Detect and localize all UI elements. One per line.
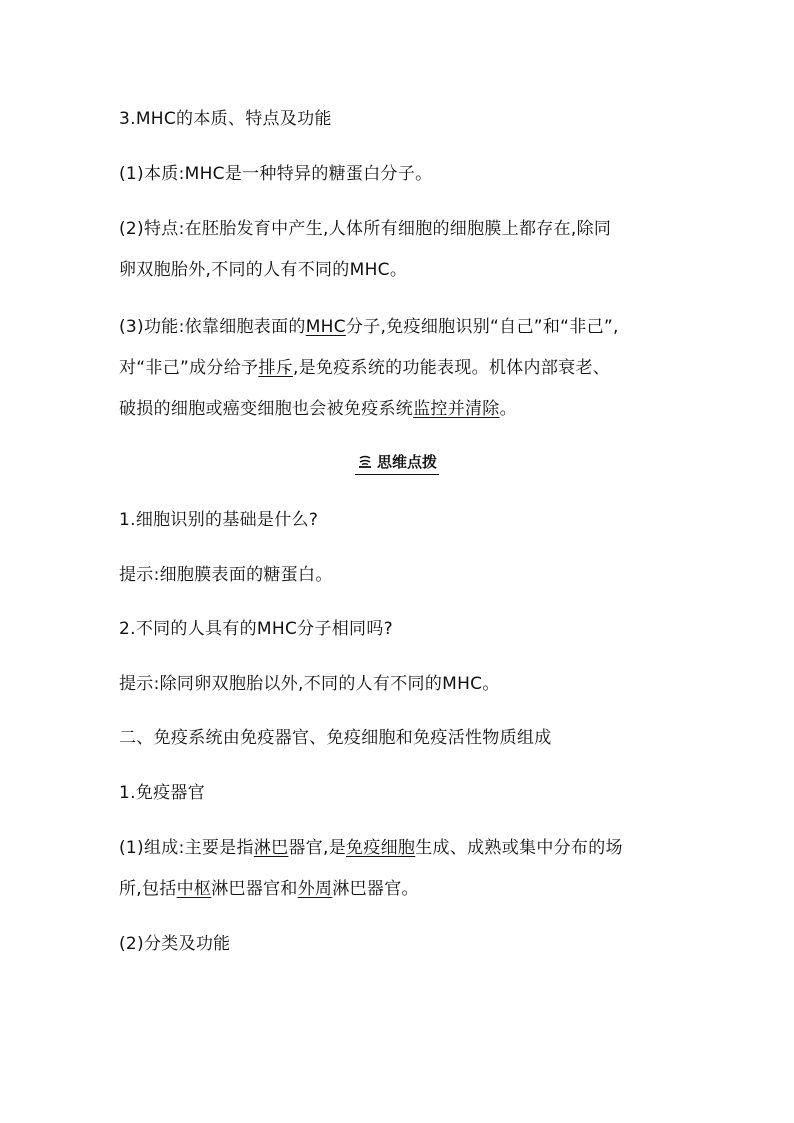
mhc-essence: (1)本质:MHC是一种特异的糖蛋白分子。 [119,164,433,184]
blank-answer: MHC [305,317,346,337]
text-segment: 分子,免疫细胞识别“自己”和“非己”, [345,317,619,337]
blank-answer: 外周 [297,879,333,899]
blank-answer: 中枢 [176,879,212,899]
section3-title: 3.MHC的本质、特点及功能 [119,109,332,129]
question-1: 1.细胞识别的基础是什么? [119,510,319,530]
section-two-title: 二、免疫系统由免疫器官、免疫细胞和免疫活性物质组成 [119,728,552,748]
text-segment: (3)功能:依靠细胞表面的 [119,317,306,337]
composition-line1 [119,836,623,860]
text-segment: 所,包括 [119,879,177,899]
blank-answer: 免疫细胞 [346,838,416,858]
answer-2: 提示:除同卵双胞胎以外,不同的人有不同的MHC。 [119,674,500,694]
text-segment: 器官,是 [288,838,347,858]
immune-organs-title: 1.免疫器官 [119,783,206,803]
blank-answer: 监控并清除 [413,399,500,419]
text-segment: 。 [499,399,517,419]
text-segment: (1)组成:主要是指 [119,838,254,858]
text-segment: ,是免疫系统的功能表现。机体内部衰老、 [292,358,611,378]
blank-answer: 淋巴 [253,838,289,858]
text-segment: 生成、成熟或集中分布的场 [415,838,623,858]
text-segment: 淋巴器官。 [332,879,419,899]
thinking-heading [0,452,794,475]
question-2: 2.不同的人具有的MHC分子相同吗? [119,619,393,639]
classification-title: (2)分类及功能 [119,934,231,954]
answer-1: 提示:细胞膜表面的糖蛋白。 [119,565,333,585]
thinking-heading-box [355,452,439,475]
mhc-feature-line2: 卵双胞胎外,不同的人有不同的MHC。 [119,260,408,280]
mhc-feature-line1: (2)特点:在胚胎发育中产生,人体所有细胞的细胞膜上都存在,除同 [119,219,612,239]
thinking-heading-label: 思维点拨 [376,453,437,471]
blank-answer: 排斥 [258,358,293,378]
thinking-icon [357,454,373,470]
mhc-function-line2 [119,356,610,380]
text-segment: 淋巴器官和 [211,879,298,899]
text-segment: 对“非己”成分给予 [119,358,259,378]
mhc-function-line1 [119,315,619,339]
text-segment: 破损的细胞或癌变细胞也会被免疫系统 [119,399,414,419]
composition-line2 [119,877,419,901]
mhc-function-line3 [119,397,517,421]
